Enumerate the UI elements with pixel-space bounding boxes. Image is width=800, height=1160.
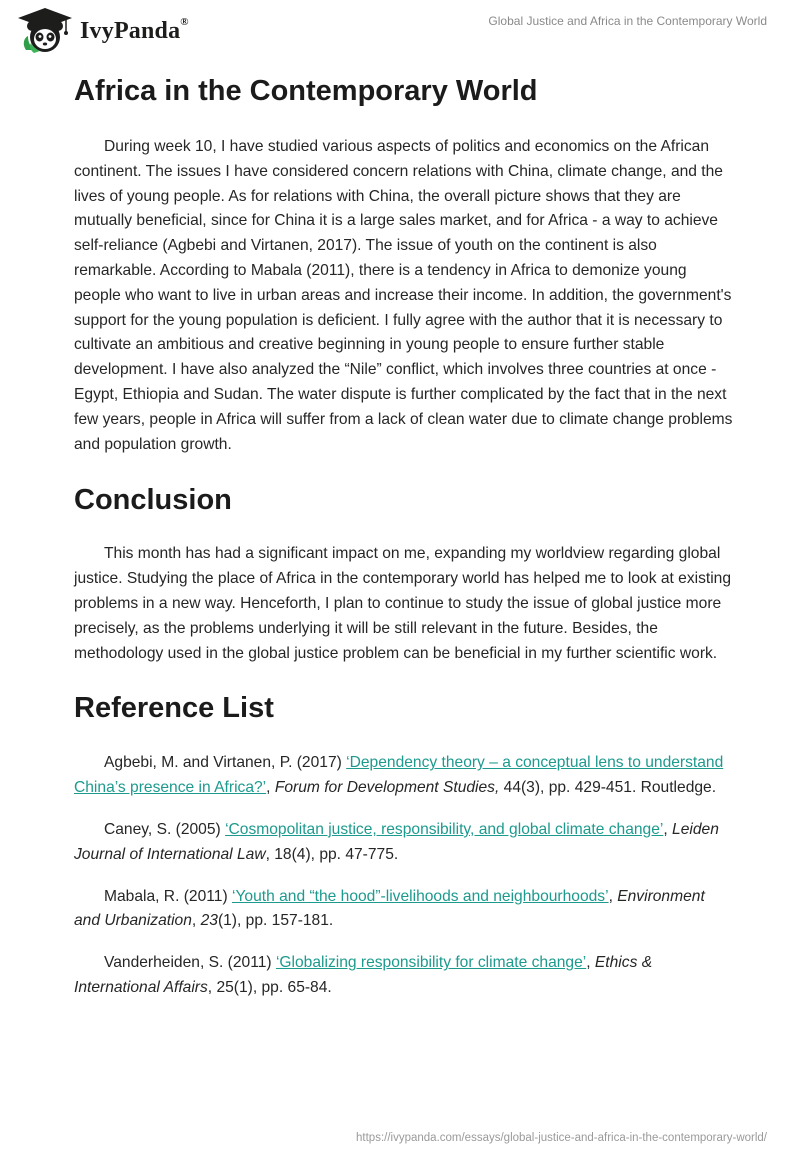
page-header <box>0 0 800 60</box>
section-heading-africa: Africa in the Contemporary World <box>74 75 538 107</box>
reference-link[interactable]: ‘Dependency theory – a conceptual lens to understand China’s presence in Africa?’ <box>74 754 724 797</box>
reference-item: Caney, S. (2005) ‘Cosmopolitan justice, responsibility, and global climate change’, Leiden Journal of International Law, 18(4), pp. 47-775. <box>74 820 719 863</box>
ivypanda-logo[interactable] <box>16 6 189 56</box>
africa-paragraph: During week 10, I have studied various aspects of politics and economics on the African continent. The issues I have considered concern relations with China, climate change, and the lives of young people. As for relations with China, the overall picture shows that they are mutually beneficial, since for China it is a large sales market, and for Africa - a way to achieve self-reliance (Agbebi and Virtanen, 2017). The issue of youth on the continent is also remarkable. According to Mabala (2011), there is a tendency in Africa to demonize young people who want to live in urban areas and increase their income. In addition, the government's support for the young population is deficient. I fully agree with the author that it is necessary to cultivate an ambitious and creative beginning in young people to ensure further stable development. I have also analyzed the “Nile” conflict, which involves three countries at once - Egypt, Ethiopia and Sudan. The water dispute is further complicated by the fact that in the next few years, people in Africa will suffer from a lack of clean water due to climate change problems and population growth. <box>74 138 733 453</box>
reference-item: Vanderheiden, S. (2011) ‘Globalizing responsibility for climate change’, Ethics & International Affairs, 25(1), pp. 65-84. <box>74 954 653 996</box>
reference-link[interactable]: ‘Cosmopolitan justice, responsibility, and global climate change’ <box>225 820 664 838</box>
brand-name: IvyPanda® <box>80 15 189 44</box>
section-heading-references: Reference List <box>74 692 274 725</box>
section-heading-conclusion: Conclusion <box>74 484 232 517</box>
reference-link[interactable]: ‘Youth and “the hood”-livelihoods and neighbourhoods’ <box>232 887 609 905</box>
source-url[interactable]: https://ivypanda.com/essays/global-justice-and-africa-in-the-contemporary-world/ <box>356 1132 767 1144</box>
essay-content <box>74 72 734 1001</box>
document-title: Global Justice and Africa in the Contemporary World <box>488 14 767 28</box>
panda-graduate-icon <box>16 6 74 56</box>
reference-item: Agbebi, M. and Virtanen, P. (2017) ‘Dependency theory – a conceptual lens to understand China’s presence in Africa?’, Forum for Development Studies, 44(3), pp. 429-451. Routledge. <box>74 754 724 797</box>
reference-link[interactable]: ‘Globalizing responsibility for climate change’ <box>275 954 587 972</box>
reference-item: Mabala, R. (2011) ‘Youth and “the hood”-livelihoods and neighbourhoods’, Environment and Urbanization, 23(1), pp. 157-181. <box>74 887 705 930</box>
conclusion-paragraph: This month has had a significant impact on me, expanding my worldview regarding global justice. Studying the place of Africa in the contemporary world has helped me to look at existing problems in a new way. Henceforth, I plan to continue to study the issue of global justice more precisely, as the problems underlying it will be still relevant in the future. Besides, the methodology used in the global justice problem can be beneficial in my further scientific work. <box>74 545 732 662</box>
